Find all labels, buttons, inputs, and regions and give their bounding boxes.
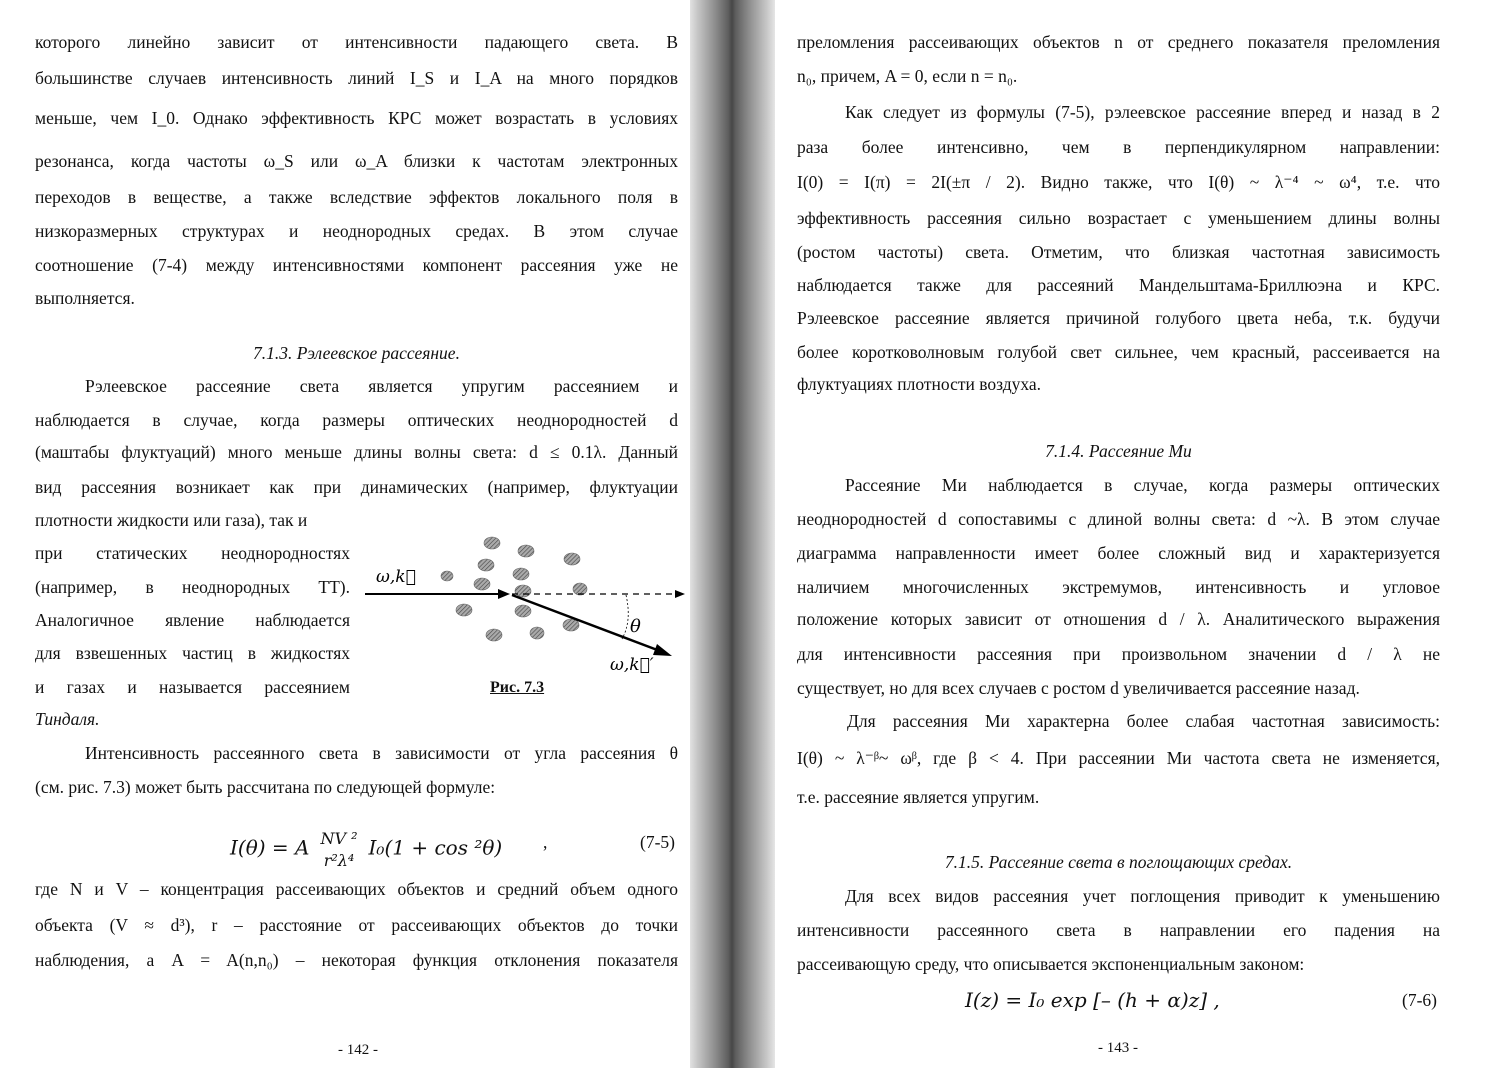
text-line: большинстве случаев интенсивность линий I_S и I_A на много порядков (35, 68, 678, 88)
formula-7-5 (230, 828, 502, 872)
text-line: переходов в веществе, а также вследствие эффектов локального поля в (35, 187, 678, 207)
text-line: преломления рассеивающих объектов n от среднего показателя преломления (797, 32, 1440, 52)
incident-arrowhead (498, 589, 510, 599)
text-line: существует, но для всех случаев с ростом d увеличивается рассеяние назад. (797, 678, 1360, 698)
text-line: низкоразмерных структурах и неоднородных средах. В этом случае (35, 221, 678, 241)
scattered-arrowhead (653, 644, 672, 656)
text-line: т.е. рассеяние является упругим. (797, 787, 1040, 807)
page-number: - 143 - (1098, 1040, 1138, 1056)
text-line: наблюдается также для рассеяний Мандельштама-Бриллюэна и КРС. (797, 275, 1440, 295)
particles (441, 537, 587, 641)
text-line: более коротковолновым голубой свет сильнее, чем красный, рассеивается на (797, 342, 1440, 362)
text-line: (маштабы флуктуаций) много меньше длины волны света: d ≤ 0.1λ. Данный (35, 442, 678, 462)
text-line: наблюдается в случае, когда размеры оптических неоднородностей d (35, 410, 678, 430)
figure-caption: Рис. 7.3 (490, 679, 545, 696)
page-number: - 142 - (338, 1042, 378, 1058)
incident-label: ω,k⃗ (376, 567, 416, 587)
text-line: вид рассеяния возникает как при динамических (например, флуктуации (35, 477, 678, 497)
text-line: соотношение (7-4) между интенсивностями компонент рассеяния уже не (35, 255, 678, 275)
section-title: 7.1.3. Рэлеевское рассеяние. (253, 343, 460, 363)
formula-number: (7-5) (640, 832, 675, 852)
text-line: объекта (V ≈ d³), r – расстояние от рассеивающих объектов до точки (35, 915, 678, 935)
text-line: интенсивности рассеянного света в направлении его падения на (797, 920, 1440, 940)
text-line: Как следует из формулы (7-5), рэлеевское рассеяние вперед и назад в 2 (845, 102, 1440, 122)
text-line: меньше, чем I_0. Однако эффективность КРС может возрастать в условиях (35, 108, 678, 128)
text-line: положение которых зависит от отношения d / λ. Аналитического выражения (797, 609, 1440, 629)
text-line: Для всех видов рассеяния учет поглощения приводит к уменьшению (845, 886, 1440, 906)
text-line: где N и V – концентрация рассеивающих объектов и средний объем одного (35, 879, 678, 899)
text-line: неоднородностей d сопоставимы с длиной волны света: d ~λ. В этом случае (797, 509, 1440, 529)
text-line: I(0) = I(π) = 2I(±π / 2). Видно также, что I(θ) ~ λ⁻⁴ ~ ω⁴, т.е. что (797, 172, 1440, 192)
text-line: (см. рис. 7.3) может быть рассчитана по следующей формуле: (35, 777, 496, 797)
formula-rest: I₀(1 + cos ²θ) (368, 835, 503, 860)
text-line: Рассеяние Ми наблюдается в случае, когда размеры оптических (845, 475, 1440, 495)
text-line: Рэлеевское рассеяние света является упругим рассеянием и (85, 376, 678, 396)
text-line: диаграмма направленности имеет более сложный вид и характеризуется (797, 543, 1440, 563)
angle-label: θ (630, 616, 641, 637)
page-left (0, 0, 690, 1068)
text-line: Для рассеяния Ми характерна более слабая частотная зависимость: (847, 711, 1440, 731)
text-line: флуктуациях плотности воздуха. (797, 374, 1042, 394)
text-line: Рэлеевское рассеяние является причиной голубого цвета неба, т.к. будучи (797, 308, 1440, 328)
formula-7-6: I(z) = I₀ exp [– (h + α)z] , (965, 988, 1220, 1012)
text-line: и газах и называется рассеянием (35, 677, 350, 697)
page-right (775, 0, 1498, 1068)
text-line: эффективность рассеяния сильно возрастает с уменьшением длины волны (797, 208, 1440, 228)
text-line: плотности жидкости или газа), так и (35, 510, 308, 530)
text-line: Аналогичное явление наблюдается (35, 610, 350, 630)
section-title: 7.1.5. Рассеяние света в поглощающих средах. (944, 852, 1293, 872)
book-gutter (686, 0, 778, 1068)
formula-numerator: NV ² (320, 829, 358, 848)
text-line: при статических неоднородностях (35, 543, 350, 563)
text-line: (например, в неоднородных ТТ). (35, 577, 350, 597)
dashed-arrowhead (675, 590, 685, 598)
formula-lhs: I(θ) = A (230, 835, 310, 860)
text-line: (ростом частоты) света. Отметим, что близкая частотная зависимость (797, 242, 1440, 262)
text-line: рассеивающую среду, что описывается экспоненциальным законом: (797, 954, 1305, 974)
text-line: выполняется. (35, 288, 135, 308)
formula-comma: , (543, 832, 548, 852)
formula-denominator: r²λ⁴ (323, 851, 355, 870)
angle-arc (622, 595, 628, 639)
text-line: Интенсивность рассеянного света в зависимости от угла рассеяния θ (85, 743, 678, 763)
formula-number: (7-6) (1402, 990, 1437, 1010)
text-line: раза более интенсивно, чем в перпендикулярном направлении: (797, 137, 1440, 157)
text-line: n₀, причем, A = 0, если n = n₀. (797, 66, 1018, 86)
scattering-figure (360, 525, 685, 675)
text-line: Тиндаля. (35, 709, 100, 729)
section-title: 7.1.4. Рассеяние Ми (1045, 441, 1192, 461)
text-line: для интенсивности рассеяния при произвольном значении d / λ не (797, 644, 1440, 664)
text-line: резонанса, когда частоты ω_S или ω_A близки к частотам электронных (35, 151, 678, 171)
text-line: наличием многочисленных экстремумов, интенсивность и угловое (797, 577, 1440, 597)
text-line: наблюдения, а A = A(n,n₀) – некоторая функция отклонения показателя (35, 950, 678, 970)
text-line: для взвешенных частиц в жидкостях (35, 643, 350, 663)
text-line: которого линейно зависит от интенсивности падающего света. В (35, 32, 678, 52)
text-line: I(θ) ~ λ⁻ᵝ~ ωᵝ, где β < 4. При рассеянии Ми частота света не изменяется, (797, 748, 1440, 768)
scattered-label: ω,k⃗′ (610, 655, 654, 675)
